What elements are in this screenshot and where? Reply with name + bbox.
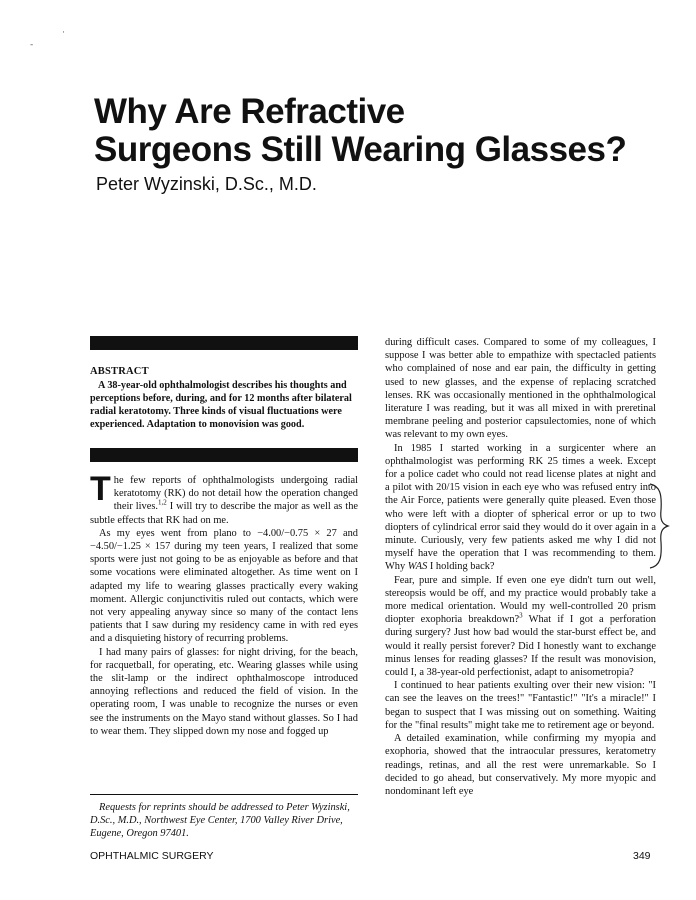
- paragraph: [90, 470, 358, 527]
- right-column: [385, 336, 656, 798]
- paragraph-text: he few reports of ophthalmologists undergoing radial keratotomy (RK) do not detail how the operation changed their lives.: [113, 475, 358, 513]
- paragraph-text: I holding back?: [427, 561, 495, 573]
- handwritten-bracket-icon: [648, 480, 670, 570]
- drop-cap: T: [90, 470, 111, 508]
- article-title: [94, 93, 654, 169]
- journal-name: OPHTHALMIC SURGERY: [90, 850, 214, 862]
- title-line-2: Surgeons Still Wearing Glasses?: [94, 130, 627, 169]
- left-column: [90, 470, 358, 738]
- abstract-top-bar: [90, 336, 358, 350]
- paragraph: A detailed examination, while confirming my myopia and exophoria, showed that the intraocular pressures, keratometry readings, retinas, and all the rest were unremarkable. So I decided to go ahead, but conservatively. My more myopic and nondominant left eye: [385, 733, 656, 797]
- emphasis-text: WAS: [407, 561, 428, 573]
- reference-marker: 1,2: [158, 498, 167, 507]
- abstract-bottom-bar: [90, 448, 358, 462]
- article-author: Peter Wyzinski, D.Sc., M.D.: [96, 174, 317, 194]
- paragraph-text: In 1985 I started working in a surgicenter where an ophthalmologist was performing RK 25 times a week. Except for a police cadet who could not read license plates at night and a pilot with 20/15 vision in each eye who was refused entry into the Air Force, patients were generally quite pleased. Even those who were left with a diopter of spherical error or up to two diopters of cylindrical error said they would do it over again in a minute. Curiously, very few patients asked me why I did not myself have the operation that I was recommending to them. Why: [385, 442, 656, 573]
- paragraph: I had many pairs of glasses: for night driving, for the beach, for racquetball, for operating, etc. Wearing glasses while using the slit-lamp or the indirect ophthalmoscope introduced annoying reflections and reduced the field of vision. In the operating room, I was unable to recognize the nurses or even see the instruments on the Mayo stand without glasses. So I had to wear them. They slipped down my nose and fogged up: [90, 646, 358, 737]
- paragraph: [385, 574, 656, 680]
- abstract-heading: ABSTRACT: [90, 366, 149, 377]
- paragraph-text: Fear, pure and simple. If even one eye didn't turn out well, stereopsis would be off, and my practice would probably take a more medical orientation. Would my well-controlled 20 prism diopter exophoria breakdown?: [385, 574, 656, 626]
- title-line-1: Why Are Refractive: [94, 92, 405, 131]
- reprint-footnote: Requests for reprints should be addressed to Peter Wyzinski, D.Sc., M.D., Northwest Eye Center, 1700 Valley River Drive, Eugene, Oregon 97401.: [90, 802, 350, 840]
- paragraph-text: I will try to describe the major as well as the subtle effects that RK had on me.: [90, 501, 358, 526]
- paragraph: As my eyes went from plano to −4.00/−0.75 × 27 and −4.50/−1.25 × 157 during my teen years, I realized that some sports were just not going to be as enjoyable as before and that some vocations were eliminated altogether. As time went on I adapted my life to wearing glasses practically every waking moment. Allergic conjunctivitis ruled out contacts, which were not very appealing anyway since so many of the contact lens patients that I saw during my residency came in with red eyes and a disquieting history of recurring problems.: [90, 527, 358, 645]
- scan-speck: -: [30, 40, 34, 50]
- footnote-rule: [90, 794, 358, 795]
- paragraph: [385, 442, 656, 574]
- paragraph-text: What if I got a perforation during surgery? Just how bad would the star-burst effect be, and would it really persist forever? Did I honestly want to exchange minus lenses for reading glasses? If the result was monovision, could I, a 38-year-old perfectionist, adapt to anisometropia?: [385, 614, 656, 679]
- paragraph: during difficult cases. Compared to some of my colleagues, I suppose I was better able to empathize with spectacled patients who complained of nose and ear pain, the difficulty in getting used to new glasses, and the expense of replacing scratched lenses. RK was occasionally mentioned in the ophthalmological literature I was reading, but it was all mixed in with preretinal membrane peeling and posterior capsulectomies, none of which was relevant to my own eyes.: [385, 337, 656, 441]
- abstract-text: A 38-year-old ophthalmologist describes his thoughts and perceptions before, during, and for 12 months after bilateral radial keratotomy. Three kinds of visual fluctuations were experienced. Adaptation to monovision was good.: [90, 380, 352, 430]
- page-number: 349: [633, 850, 651, 862]
- reference-marker: 3: [519, 611, 523, 620]
- paragraph: I continued to hear patients exulting over their new vision: "I can see the leaves on the trees!" "Fantastic!" "It's a miracle!" I began to suspect that I was missing out on something. Waiting for the "final results" might take me to retirement age or beyond.: [385, 680, 656, 731]
- scan-speck: ·: [62, 28, 65, 38]
